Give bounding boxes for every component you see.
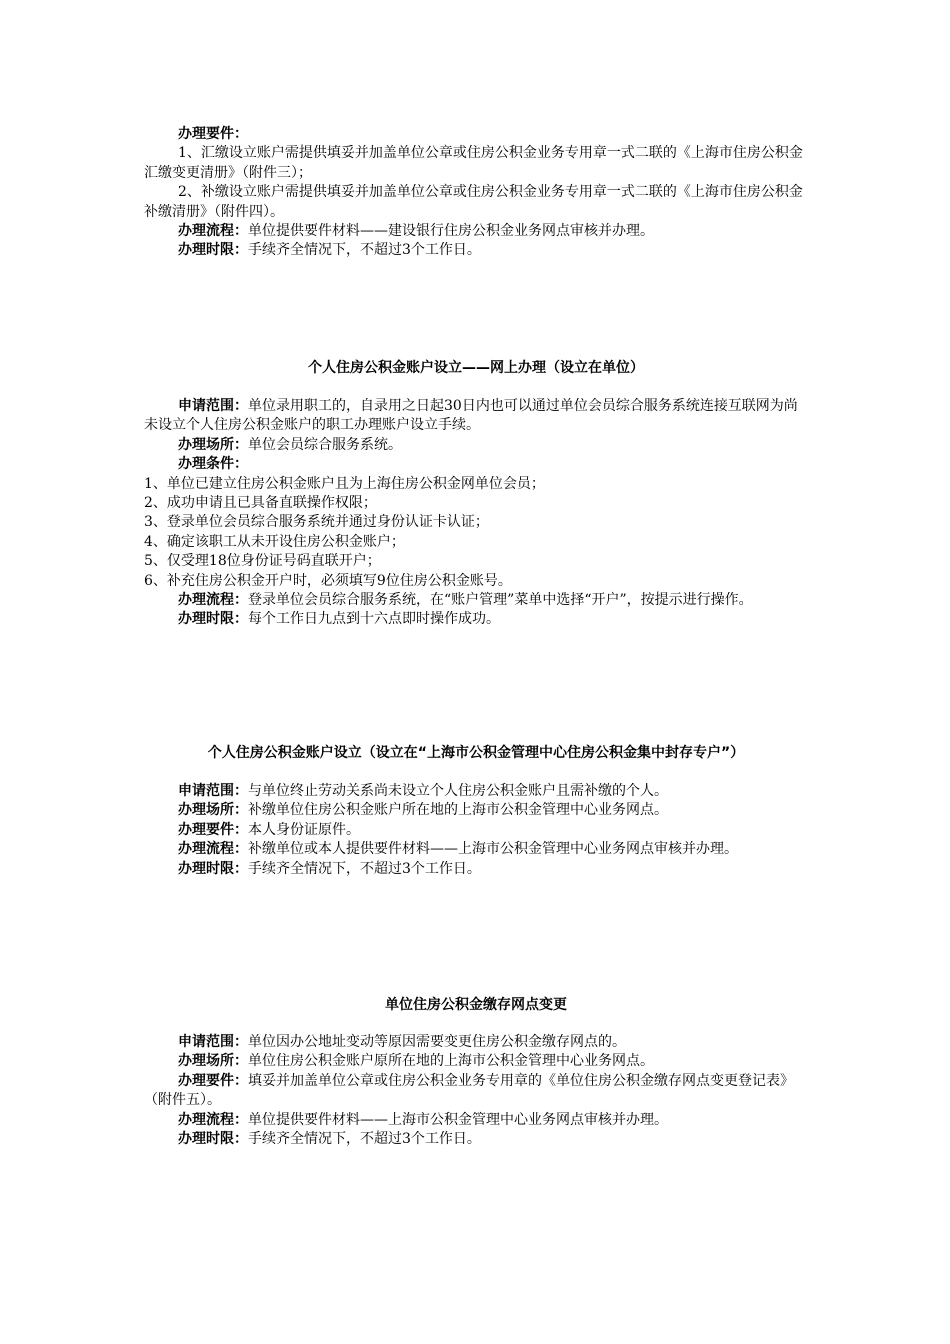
section2-title: 个人住房公积金账户设立——网上办理（设立在单位）: [308, 360, 644, 376]
section4-body: [144, 1033, 808, 1149]
scope-paragraph: 申请范围：单位因办公地址变动等原因需要变更住房公积金缴存网点的。: [178, 1034, 626, 1050]
scope-paragraph: 申请范围：与单位终止劳动关系尚未设立个人住房公积金账户且需补缴的个人。: [178, 783, 668, 799]
section3-title: 个人住房公积金账户设立（设立在“上海市公积金管理中心住房公积金集中封存专户”）: [207, 745, 745, 761]
section1-body: [144, 125, 808, 261]
time-limit-paragraph: 办理时限：每个工作日九点到十六点即时操作成功。: [178, 611, 500, 628]
condition-item: 2、成功申请且已具备直联操作权限；: [144, 495, 377, 512]
condition-item: 6、补充住房公积金开户时，必须填写9位住房公积金账号。: [144, 572, 512, 589]
section2-body: [144, 397, 808, 630]
process-paragraph: 办理流程：补缴单位或本人提供要件材料——上海市公积金管理中心业务网点审核并办理。: [178, 841, 738, 858]
requirements-paragraph: 办理要件：填妥并加盖单位公章或住房公积金业务专用章的《单位住房公积金缴存网点变更登记表》（附件五）。: [144, 1072, 794, 1109]
condition-item: 3、登录单位会员综合服务系统并通过身份认证卡认证；: [144, 514, 489, 531]
requirement-item: 1、汇缴设立账户需提供填妥并加盖单位公章或住房公积金业务专用章一式二联的《上海市住房公积金汇缴变更清册》（附件三）；: [144, 145, 803, 181]
condition-item: 5、仅受理18位身份证号码直联开户；: [144, 553, 381, 570]
place-paragraph: 办理场所：单位住房公积金账户原所在地的上海市公积金管理中心业务网点。: [178, 1053, 654, 1070]
section3-body: [144, 782, 808, 879]
condition-item: 4、确定该职工从未开设住房公积金账户；: [144, 533, 405, 550]
requirement-item: 2、补缴设立账户需提供填妥并加盖单位公章或住房公积金业务专用章一式二联的《上海市住房公积金补缴清册》（附件四）。: [144, 184, 803, 220]
place-paragraph: 办理场所：补缴单位住房公积金账户所在地的上海市公积金管理中心业务网点。: [178, 802, 668, 819]
place-paragraph: 办理场所：单位会员综合服务系统。: [178, 436, 402, 453]
time-limit-paragraph: 办理时限：手续齐全情况下，不超过3个工作日。: [178, 242, 481, 259]
conditions-heading: 办理条件：: [178, 456, 248, 473]
requirements-paragraph: 办理要件：本人身份证原件。: [178, 821, 360, 838]
process-paragraph: 办理流程：登录单位会员综合服务系统，在“账户管理”菜单中选择“开户”，按提示进行操作。: [178, 592, 753, 609]
process-paragraph: 办理流程：单位提供要件材料——建设银行住房公积金业务网点审核并办理。: [178, 223, 654, 240]
scope-paragraph: 申请范围：单位录用职工的，自录用之日起30日内也可以通过单位会员综合服务系统连接互联网为尚未设立个人住房公积金账户的职工办理账户设立手续。: [144, 398, 798, 434]
time-limit-paragraph: 办理时限：手续齐全情况下，不超过3个工作日。: [178, 1131, 481, 1148]
time-limit-paragraph: 办理时限：手续齐全情况下，不超过3个工作日。: [178, 860, 481, 877]
condition-item: 1、单位已建立住房公积金账户且为上海住房公积金网单位会员；: [144, 475, 545, 492]
requirements-heading: 办理要件：: [178, 126, 248, 142]
section4-title: 单位住房公积金缴存网点变更: [385, 997, 567, 1013]
process-paragraph: 办理流程：单位提供要件材料——上海市公积金管理中心业务网点审核并办理。: [178, 1111, 668, 1128]
